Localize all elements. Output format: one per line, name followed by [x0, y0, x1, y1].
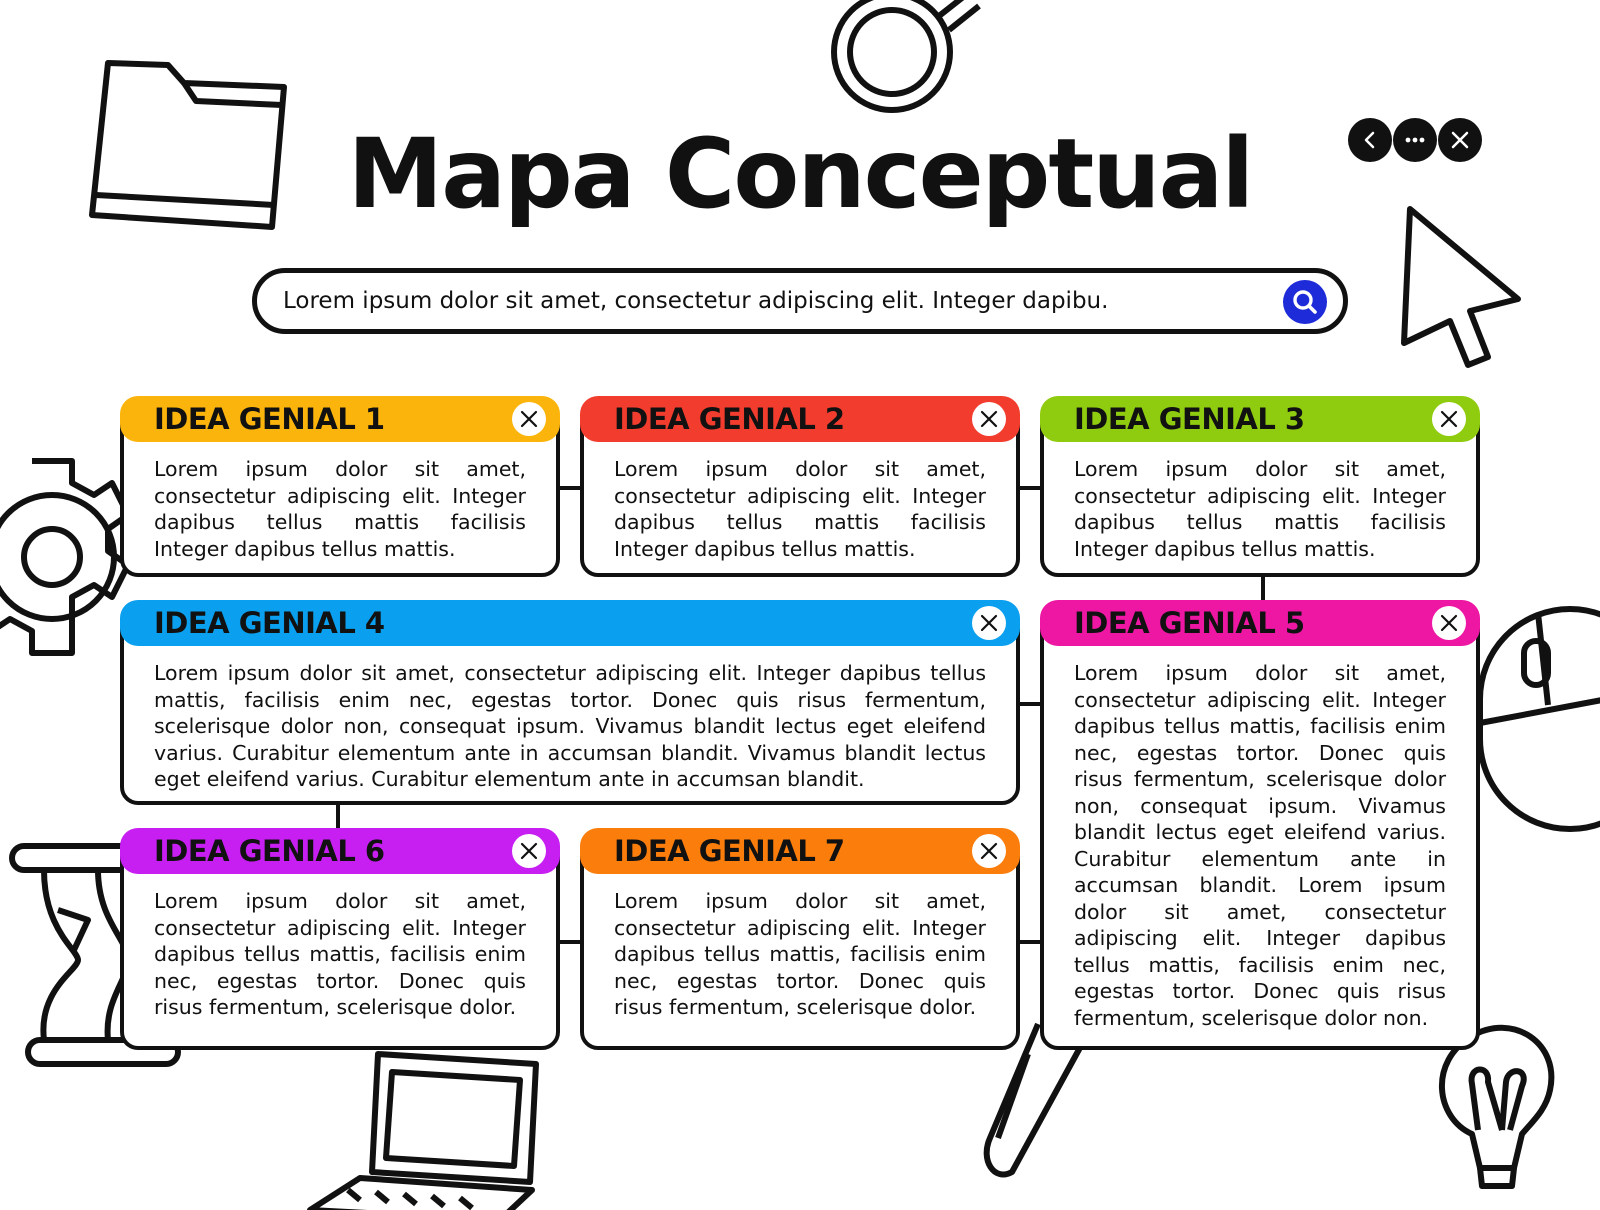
search-bar[interactable]: [252, 268, 1348, 334]
mouse-icon: [1478, 605, 1600, 835]
card-close-button[interactable]: [512, 402, 546, 436]
more-button[interactable]: [1393, 118, 1437, 162]
connector-3-5: [1261, 576, 1265, 602]
card-body: [1040, 610, 1480, 1050]
close-button[interactable]: [1438, 118, 1482, 162]
card-header: [580, 828, 1020, 874]
card-text: Lorem ipsum dolor sit amet, consectetur adipiscing elit. Integer dapibus tellus mattis, facilisis enim nec, egestas tortor. Donec quis risus fermentum, scelerisque dolor non, consequat ipsum. Vivamus blandit lectus eget eleifend varius. Curabitur elementum ante in accumsan blandit. Lorem ipsum dolor sit amet, consectetur adipiscing elit. Integer dapibus tellus mattis, facilisis enim nec, egestas tortor. Donec quis risus fermentum, scelerisque dolor non.: [1074, 661, 1446, 1030]
close-icon: [980, 614, 998, 632]
more-icon: [1405, 130, 1425, 150]
card-title: IDEA GENIAL 5: [1074, 606, 1305, 640]
card-text: Lorem ipsum dolor sit amet, consectetur adipiscing elit. Integer dapibus tellus mattis, facilisis enim nec, egestas tortor. Donec quis risus fermentum, scelerisque dolor.: [154, 889, 526, 1019]
card-header: [120, 396, 560, 442]
card-title: IDEA GENIAL 1: [154, 402, 385, 436]
connector-4-6: [336, 803, 340, 829]
card-header: [120, 600, 1020, 646]
idea-card-6: [120, 828, 560, 1050]
close-icon: [520, 842, 538, 860]
close-icon: [1440, 614, 1458, 632]
card-close-button[interactable]: [972, 606, 1006, 640]
card-text: Lorem ipsum dolor sit amet, consectetur adipiscing elit. Integer dapibus tellus mattis facilisis Integer dapibus tellus mattis.: [614, 457, 986, 561]
card-close-button[interactable]: [512, 834, 546, 868]
close-icon: [520, 410, 538, 428]
magnifier-icon: [835, 0, 1025, 120]
idea-card-2: [580, 396, 1020, 577]
card-title: IDEA GENIAL 7: [614, 834, 845, 868]
close-icon: [1450, 130, 1470, 150]
search-icon: [1292, 289, 1318, 315]
page-title: Mapa Conceptual: [347, 118, 1253, 230]
back-button[interactable]: [1348, 118, 1392, 162]
laptop-icon: [300, 1050, 560, 1210]
folder-icon: [88, 55, 298, 235]
search-input[interactable]: Lorem ipsum dolor sit amet, consectetur adipiscing elit. Integer dapibu.: [283, 288, 1109, 314]
card-title: IDEA GENIAL 2: [614, 402, 845, 436]
card-close-button[interactable]: [972, 402, 1006, 436]
card-header: [580, 396, 1020, 442]
window-controls: [1348, 118, 1482, 164]
idea-card-5: [1040, 600, 1480, 1050]
idea-card-4: [120, 600, 1020, 805]
close-icon: [980, 842, 998, 860]
card-text: Lorem ipsum dolor sit amet, consectetur adipiscing elit. Integer dapibus tellus mattis, facilisis enim nec, egestas tortor. Donec quis risus fermentum, scelerisque dolor.: [614, 889, 986, 1019]
idea-card-1: [120, 396, 560, 577]
idea-card-7: [580, 828, 1020, 1050]
back-icon: [1360, 130, 1380, 150]
card-text: Lorem ipsum dolor sit amet, consectetur adipiscing elit. Integer dapibus tellus mattis, facilisis enim nec, egestas tortor. Donec quis risus fermentum, scelerisque dolor non, consequat ipsum. Vivamus blandit lectus eget eleifend varius. Curabitur elementum ante in accumsan blandit. Vivamus blandit lectus eget eleifend varius. Curabitur elementum ante in accumsan blandit.: [154, 661, 986, 791]
gear-icon: [0, 455, 130, 665]
card-header: [1040, 600, 1480, 646]
card-header: [120, 828, 560, 874]
idea-card-3: [1040, 396, 1480, 577]
card-close-button[interactable]: [1432, 606, 1466, 640]
card-text: Lorem ipsum dolor sit amet, consectetur adipiscing elit. Integer dapibus tellus mattis facilisis Integer dapibus tellus mattis.: [154, 457, 526, 561]
card-title: IDEA GENIAL 4: [154, 606, 385, 640]
card-title: IDEA GENIAL 6: [154, 834, 385, 868]
close-icon: [980, 410, 998, 428]
card-title: IDEA GENIAL 3: [1074, 402, 1305, 436]
card-close-button[interactable]: [1432, 402, 1466, 436]
card-text: Lorem ipsum dolor sit amet, consectetur adipiscing elit. Integer dapibus tellus mattis facilisis Integer dapibus tellus mattis.: [1074, 457, 1446, 561]
cursor-icon: [1400, 205, 1530, 385]
card-close-button[interactable]: [972, 834, 1006, 868]
close-icon: [1440, 410, 1458, 428]
search-button[interactable]: [1283, 280, 1327, 324]
card-header: [1040, 396, 1480, 442]
